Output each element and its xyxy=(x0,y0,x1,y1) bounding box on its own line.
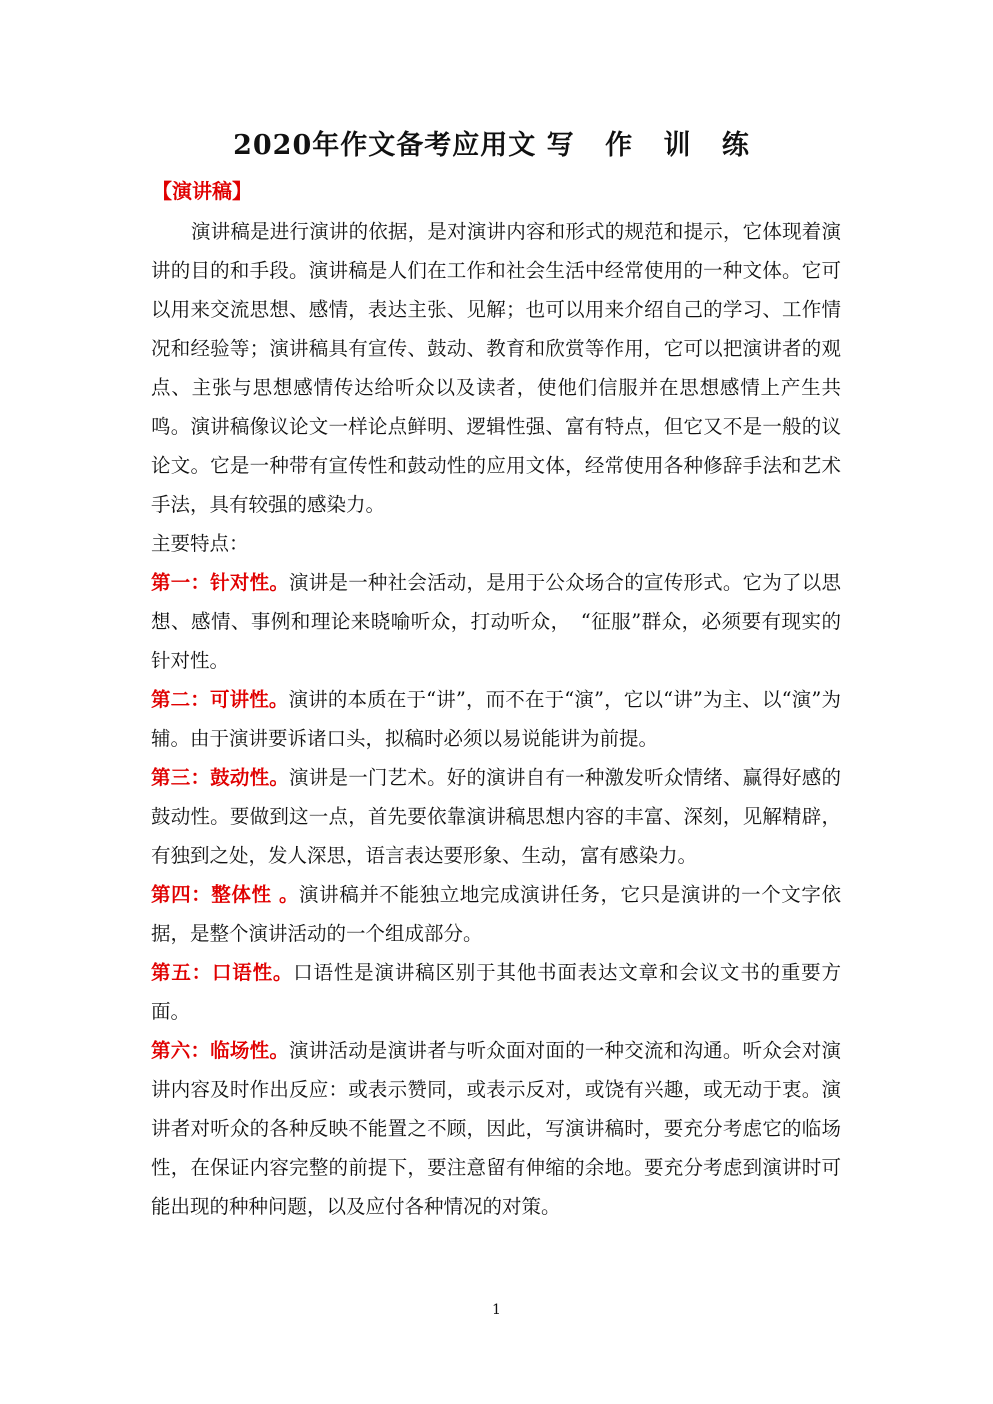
feature-item-3 xyxy=(151,758,841,875)
page-title-tail: 写 作 训 练 xyxy=(546,130,760,161)
feature-item-1 xyxy=(151,563,841,680)
feature-label: 第三：鼓动性。 xyxy=(151,766,290,789)
page-number: 1 xyxy=(492,1302,501,1318)
feature-text: 演讲是一种社会活动，是用于公众场合的宣传形式。它为了以思想、感情、事例和理论来晓喻听众，打动听众， “征服”群众，必须要有现实的针对性。 xyxy=(151,571,841,672)
feature-text: 演讲是一门艺术。好的演讲自有一种激发听众情绪、赢得好感的鼓动性。要做到这一点，首先要依靠演讲稿思想内容的丰富、深刻，见解精辟，有独到之处，发人深思，语言表达要形象、生动，富有感染力。 xyxy=(151,766,841,867)
feature-text: 演讲稿并不能独立地完成演讲任务，它只是演讲的一个文字依据，是整个演讲活动的一个组成部分。 xyxy=(151,883,841,945)
feature-label: 第五：口语性。 xyxy=(151,961,294,984)
feature-text: 演讲的本质在于“讲”，而不在于“演”，它以“讲”为主、以“演”为辅。由于演讲要诉诸口头，拟稿时必须以易说能讲为前提。 xyxy=(151,688,841,750)
feature-item-4 xyxy=(151,875,841,953)
feature-item-2 xyxy=(151,680,841,758)
page-title xyxy=(0,126,993,166)
feature-label: 第一：针对性。 xyxy=(151,571,290,594)
section-heading: 【演讲稿】 xyxy=(152,179,252,203)
page-title-main: 2020年作文备考应用文 xyxy=(233,130,537,161)
feature-label: 第二：可讲性。 xyxy=(151,688,289,711)
feature-item-5 xyxy=(151,953,841,1031)
feature-label: 第四：整体性 。 xyxy=(151,883,300,906)
document-body xyxy=(151,212,841,1226)
feature-label: 第六：临场性。 xyxy=(151,1039,290,1062)
features-heading: 主要特点： xyxy=(151,532,249,555)
feature-text: 演讲活动是演讲者与听众面对面的一种交流和沟通。听众会对演讲内容及时作出反应：或表示赞同，或表示反对，或饶有兴趣，或无动于衷。演讲者对听众的各种反映不能置之不顾，因此，写演讲稿时，要充分考虑它的临场性，在保证内容完整的前提下，要注意留有伸缩的余地。要充分考虑到演讲时可能出现的种种问题，以及应付各种情况的对策。 xyxy=(151,1039,841,1218)
intro-paragraph: 演讲稿是进行演讲的依据，是对演讲内容和形式的规范和提示，它体现着演讲的目的和手段。演讲稿是人们在工作和社会生活中经常使用的一种文体。它可以用来交流思想、感情，表达主张、见解；也可以用来介绍自己的学习、工作情况和经验等；演讲稿具有宣传、鼓动、教育和欣赏等作用，它可以把演讲者的观点、主张与思想感情传达给听众以及读者，使他们信服并在思想感情上产生共鸣。演讲稿像议论文一样论点鲜明、逻辑性强、富有特点，但它又不是一般的议论文。它是一种带有宣传性和鼓动性的应用文体，经常使用各种修辞手法和艺术手法，具有较强的感染力。 xyxy=(151,220,841,516)
feature-item-6 xyxy=(151,1031,841,1226)
feature-text: 口语性是演讲稿区别于其他书面表达文章和会议文书的重要方面。 xyxy=(151,961,841,1023)
